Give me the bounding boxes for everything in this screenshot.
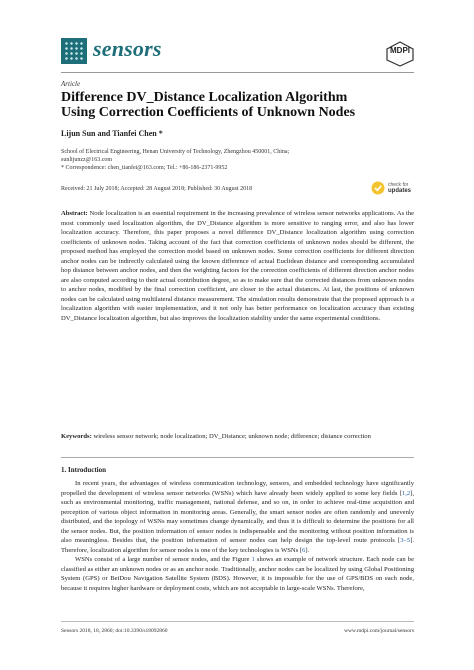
affiliation — [61, 148, 401, 173]
authors: Lijun Sun and Tianfei Chen * — [61, 129, 163, 138]
citation-link[interactable]: 6 — [302, 546, 306, 554]
footer-url[interactable]: www.mdpi.com/journal/sensors — [344, 628, 414, 634]
figure-link[interactable]: 1 — [251, 556, 255, 563]
paragraph: In recent years, the advantages of wireless communication technology, sensors, and embedded technology have significantly propelled the development of wireless sensor networks (WSNs) which have already been widely applied to some key fields [1,2], such as environmental monitoring, traffic management, national defense, and so on, in order to achieve real-time acquisition and perception of various object information in monitoring areas. Generally, the smart sensor nodes are often randomly and unevenly distributed, and the topology of WSNs may sometimes change dynamically, and thus it is difficult to determine the positions for all the sensor nodes. But, the position information of sensor nodes is indispensable and the monitoring without position information is also meaningless. Besides that, the position information of sensor nodes can help design the top-level route protocols [3–5]. Therefore, localization algorithm for sensor nodes is one of the key technologies is WSNs [6]. — [61, 480, 414, 554]
section-divider — [61, 457, 414, 458]
updates-label: updates — [388, 188, 412, 194]
journal-logo-icon — [61, 38, 87, 64]
updates-check-label: check for — [388, 182, 409, 188]
header-divider — [61, 72, 414, 73]
abstract-label: Abstract: — [61, 210, 88, 217]
correspondence: * Correspondence: chen_tianfei@163.com; Tel.: +86-186-2371-9952 — [61, 165, 228, 172]
paragraph: WSNs consist of a large number of sensor nodes, and the Figure 1 shows an example of network structure. Each node can be classified as either an unknown nodes or as an anchor node. Traditionally, anchor nodes can be localized by using Global Positioning System (GPS) or BeiDou Navigation Satellite System (BDS). However, it is impossible for the use of GPS/BDS on each node, because it requires higher hardware or deployment costs, which are not acceptable in large-scale WSNs. Therefore, — [61, 556, 415, 592]
publication-dates: Received: 21 July 2018; Accepted: 28 August 2018; Published: 30 August 2018 — [61, 186, 253, 192]
affiliation-line: School of Electrical Engineering, Henan University of Technology, Zhengzhou 450001, China; — [61, 149, 290, 155]
title-line: Difference DV_Distance Localization Algorithm — [61, 90, 348, 105]
abstract-text: Node localization is an essential requirement in the increasing prevalence of wireless sensor networks applications. As the most commonly used localization algorithm, the DV_Distance algorithm is more sensitive to ranging error, and also has lower localization accuracy. Therefore, this paper proposes a novel difference DV_Distance localization algorithm using correction coefficients of unknown nodes. Taking account of the fact that correction coefficients of unknown nodes should be different, the proposed method has employed the correction model based on unknown nodes. Some correction coefficients for different direction anchor nodes can be indirectly calculated using the known difference of actual Euclidean distance and corresponding accumulated hop distance between anchor nodes, and then the weighting factors for the correction coefficients of different direction anchor nodes are also computed according to their actual contribution degree, so as to make sure that the corrected distances from unknown nodes to anchor nodes, modified by the final correction coefficient, are closer to the actual distances. At last, the positions of unknown nodes can be calculated using multilateral distance measurement. The simulation results demonstrate that the proposed approach is a localization algorithm with easier implementation, and it not only has better performance on localization accuracy than existing DV_Distance localization algorithm, but also improves the localization stability under the same experimental conditions. — [61, 210, 415, 322]
paper-title — [61, 90, 421, 120]
keywords — [61, 432, 414, 442]
publisher-name: MDPI — [390, 46, 410, 55]
check-for-updates-badge[interactable] — [371, 180, 415, 198]
article-type: Article — [61, 80, 81, 88]
updates-icon — [371, 181, 385, 195]
journal-name: sensors — [93, 36, 162, 61]
title-line: Using Correction Coefficients of Unknown Nodes — [61, 105, 356, 120]
section-heading: 1. Introduction — [61, 466, 106, 474]
body-text — [61, 479, 414, 593]
footer-divider — [61, 621, 414, 622]
keywords-label: Keywords: — [61, 433, 92, 440]
citation-link[interactable]: 1,2 — [401, 489, 411, 497]
author-email[interactable]: sunlijunzz@163.com — [61, 157, 113, 164]
footer-citation: Sensors 2018, 18, 2860; doi:10.3390/s18092860 — [61, 628, 168, 634]
citation-link[interactable]: 3–5 — [400, 537, 411, 544]
keywords-text: wireless sensor network; node localization; DV_Distance; unknown node; difference; distance correction — [93, 433, 371, 440]
abstract — [61, 209, 414, 323]
